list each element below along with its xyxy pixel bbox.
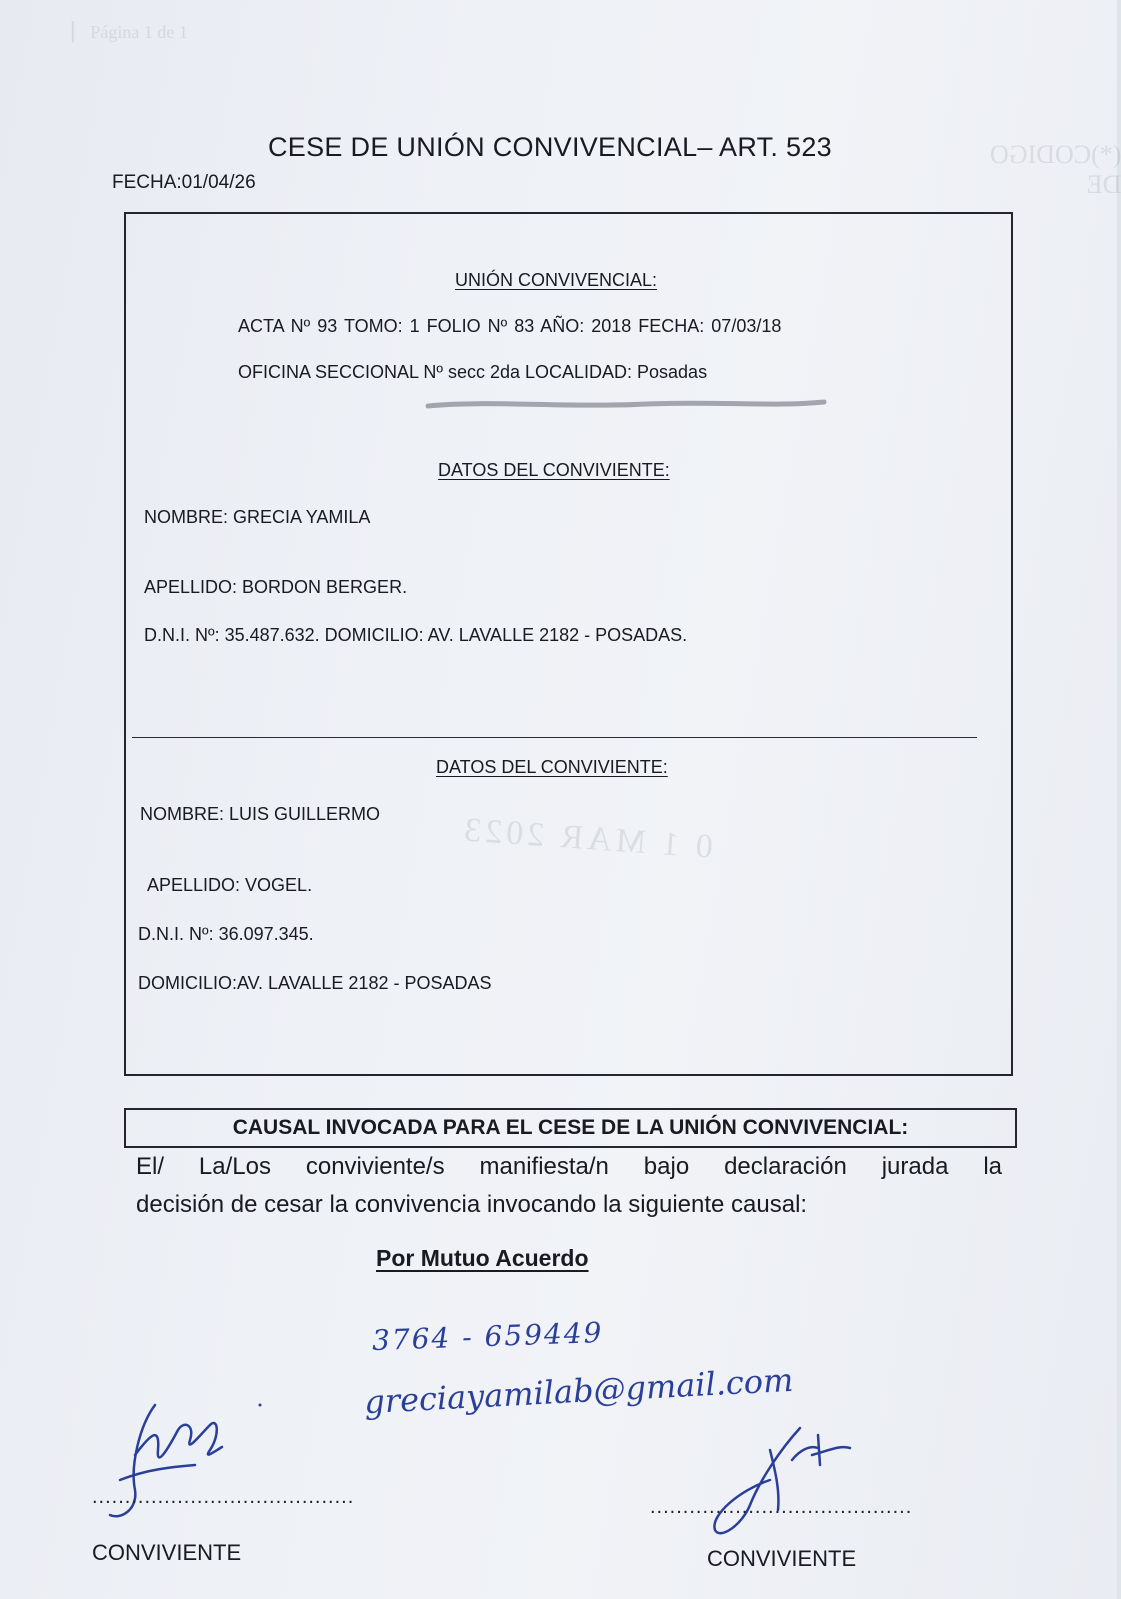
show-through-page-number: ▏ Página 1 de 1 — [72, 22, 188, 42]
handwritten-email: greciayamilab@gmail.com — [363, 1360, 795, 1422]
oficina-line: OFICINA SECCIONAL Nº secc 2da LOCALIDAD: Posadas — [238, 362, 708, 382]
conviviente1-nombre: NOMBRE: GRECIA YAMILA — [144, 507, 371, 527]
union-heading: UNIÓN CONVIVENCIAL: — [455, 270, 658, 290]
conviviente1-apellido: APELLIDO: BORDON BERGER. — [144, 577, 408, 597]
causal-paragraph-line-2: decisión de cesar la convivencia invocando la siguiente causal: — [136, 1191, 808, 1218]
causal-word: El/ — [136, 1153, 165, 1180]
show-through-stamp: 0 1 MAR 2023 — [459, 811, 714, 866]
causal-heading: CAUSAL INVOCADA PARA EL CESE DE LA UNIÓN CONVIVENCIAL: — [232, 1116, 909, 1139]
conviviente2-dni: D.N.I. Nº: 36.097.345. — [138, 924, 314, 944]
causal-paragraph-line-1 — [136, 1148, 1002, 1186]
causal-word: la — [983, 1153, 1002, 1180]
conviviente2-apellido: APELLIDO: VOGEL. — [147, 875, 313, 895]
section-divider — [132, 737, 977, 738]
causal-word: conviviente/s — [305, 1153, 445, 1180]
causal-heading-box — [124, 1108, 1017, 1148]
conviviente2-domicilio: DOMICILIO:AV. LAVALLE 2182 - POSADAS — [138, 973, 492, 993]
scribble-mark — [426, 396, 826, 412]
causal-word: bajo — [643, 1153, 690, 1180]
causal-value: Por Mutuo Acuerdo — [376, 1245, 589, 1271]
causal-word: declaración — [724, 1153, 847, 1180]
right-signature — [700, 1420, 870, 1550]
right-signature-line: ........................................ — [650, 1496, 913, 1518]
handwritten-phone: 3764 - 659449 — [371, 1315, 604, 1358]
acta-line: ACTA Nº 93 TOMO: 1 FOLIO Nº 83 AÑO: 2018 FECHA: 07/03/18 — [238, 316, 782, 336]
show-through-heading: (*)CODIGO DE — [990, 140, 1121, 199]
conviviente2-heading: DATOS DEL CONVIVIENTE: — [436, 757, 668, 777]
conviviente1-dni-domicilio: D.N.I. Nº: 35.487.632. DOMICILIO: AV. LAVALLE 2182 - POSADAS. — [144, 625, 688, 645]
left-signature-line: ........................................ — [92, 1486, 355, 1508]
document-date: FECHA:01/04/26 — [112, 172, 256, 193]
causal-paragraph — [136, 1148, 1002, 1224]
conviviente1-heading: DATOS DEL CONVIVIENTE: — [438, 460, 670, 480]
document-title: CESE DE UNIÓN CONVIVENCIAL– ART. 523 — [268, 132, 832, 162]
causal-word: manifiesta/n — [479, 1153, 609, 1180]
left-signature — [100, 1395, 250, 1535]
left-signature-label: CONVIVIENTE — [92, 1540, 242, 1565]
causal-word: La/Los — [198, 1153, 271, 1180]
causal-word: jurada — [881, 1153, 949, 1180]
data-box — [124, 212, 1013, 1076]
conviviente2-nombre: NOMBRE: LUIS GUILLERMO — [140, 804, 381, 824]
right-signature-label: CONVIVIENTE — [707, 1546, 857, 1571]
